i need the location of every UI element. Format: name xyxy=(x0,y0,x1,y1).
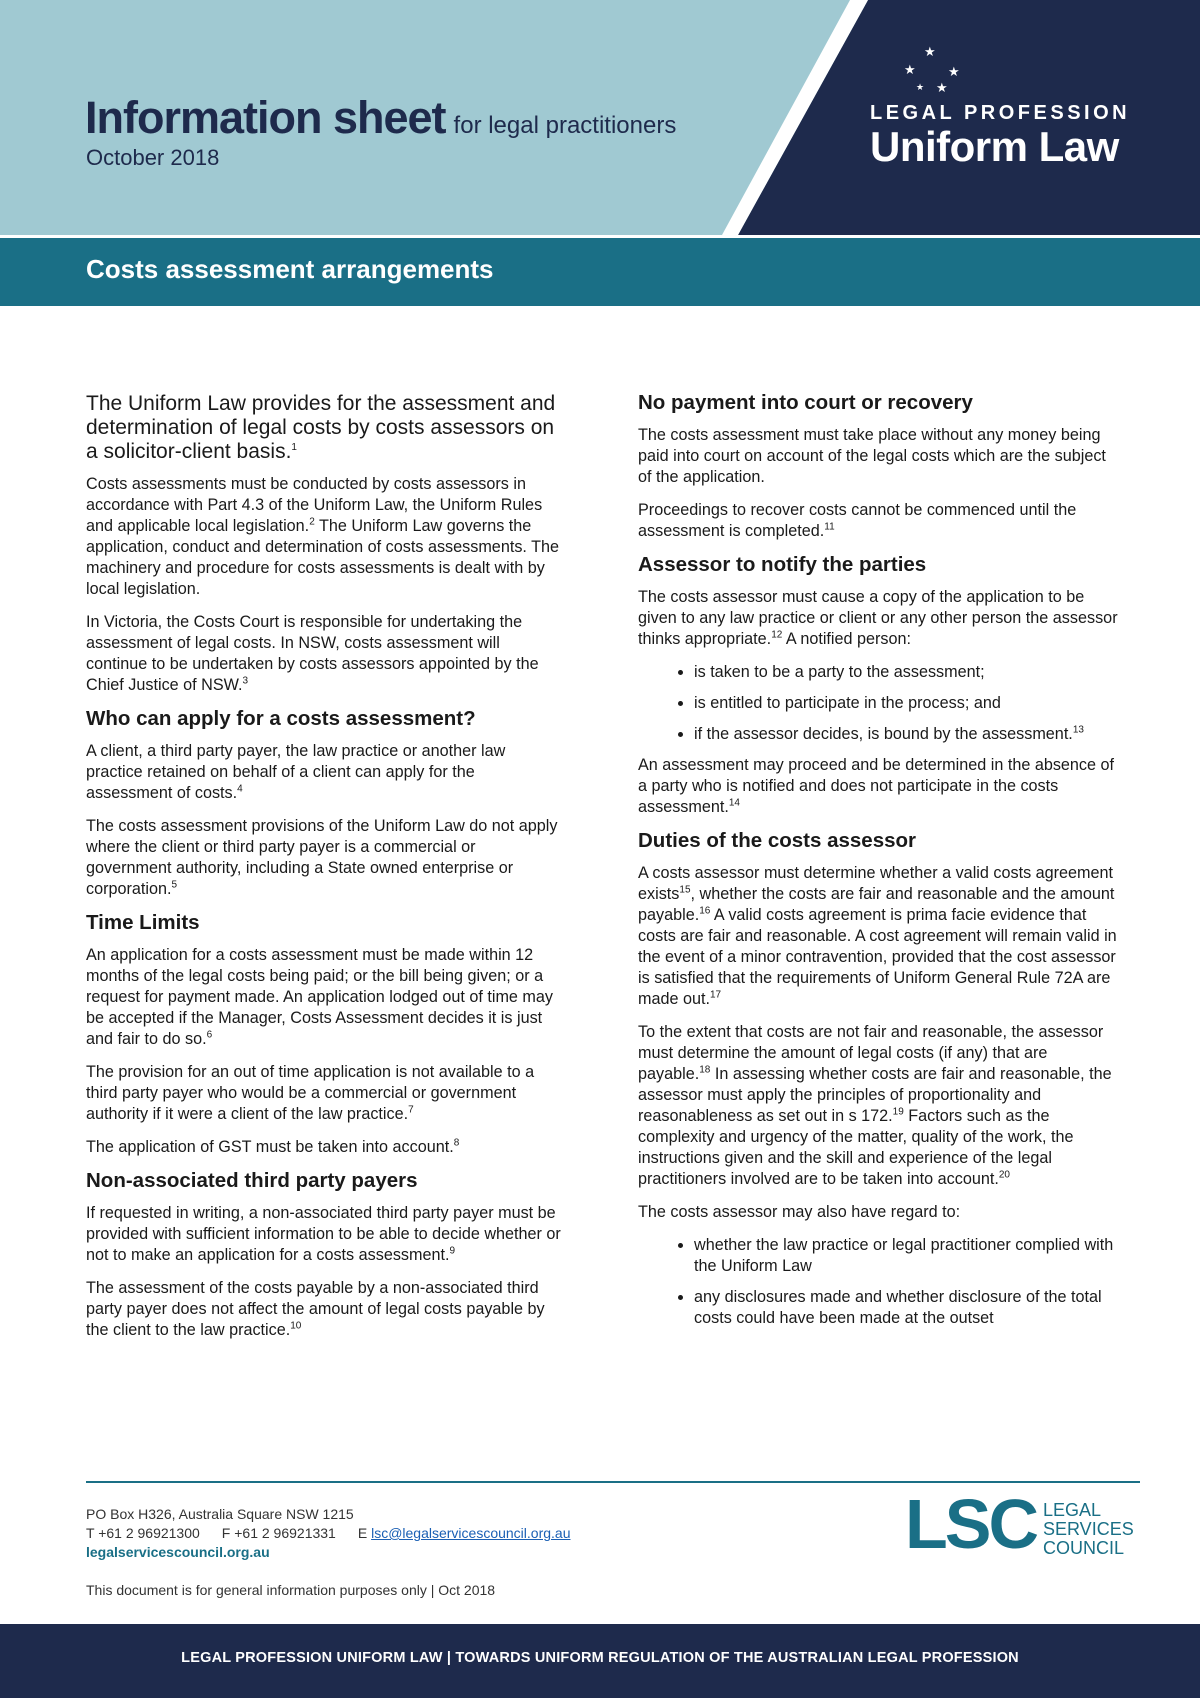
brand-line2: Uniform Law xyxy=(870,123,1119,170)
bottom-bar-text: LEGAL PROFESSION UNIFORM LAW | TOWARDS UNIFORM REGULATION OF THE AUSTRALIAN LEGAL PROFESSION xyxy=(181,1650,1019,1666)
lsc-logo-words: LEGAL SERVICES COUNCIL xyxy=(1043,1500,1134,1558)
footer-email-link[interactable]: lsc@legalservicescouncil.org.au xyxy=(371,1525,571,1541)
heading-non-associated: Non-associated third party payers xyxy=(86,1169,418,1192)
header xyxy=(0,0,1200,235)
paragraph: To the extent that costs are not fair and reasonable, the assessor must determine the amount of legal costs (if any) that are payable.$^{18}$ In assessing whether costs are fair and reasonable, the assessor must apply the principles of proportionality and reasonableness as set out in s 172.19 Factors such as the complexity and urgency of the matter, quality of the work, the instructions given and the skill and experience of the legal practitioners involved are to be taken into account.$^{20}$ xyxy=(638,1023,1112,1188)
banner-title: Costs assessment arrangements xyxy=(86,254,494,284)
left-column xyxy=(86,392,564,1353)
list-item: • is taken to be a party to the assessment; xyxy=(694,662,1118,683)
paragraph: The provision for an out of time application is not available to a third party payer who would be a commercial or government authority if it were a client of the law practice.$^7$ xyxy=(86,1063,535,1123)
paragraph: Costs assessments must be conducted by costs assessors in accordance with Part 4.3 of the Uniform Law, the Uniform Rules and applicable local legislation.$^2$ The Uniform Law governs the application, conduct and determination of costs assessments. The machinery and procedure for costs assessments is dealt with by local legislation. xyxy=(86,475,560,598)
footer-phone: T +61 2 96921300 xyxy=(86,1525,200,1541)
list-item: • is entitled to participate in the process; and xyxy=(694,693,1118,714)
brand-line1: LEGAL PROFESSION xyxy=(870,102,1131,124)
lsc-logo xyxy=(905,1485,1145,1565)
title-main: Information sheet xyxy=(85,92,446,143)
brand-logo xyxy=(870,45,1170,171)
heading-who-can-apply: Who can apply for a costs assessment? xyxy=(86,707,476,730)
paragraph: The costs assessor must cause a copy of the application to be given to any law practice or client or any other person the assessor thinks appropriate.$^{12}$ A notified person: xyxy=(638,588,1118,648)
title-subtitle: for legal practitioners xyxy=(453,112,677,139)
footer-phones xyxy=(86,1524,571,1543)
paragraph: A client, a third party payer, the law practice or another law practice retained on behalf of a client can apply for the assessment of costs.$^4$ xyxy=(86,742,506,802)
footer-disclaimer: This document is for general information purposes only | Oct 2018 xyxy=(86,1582,496,1598)
right-column xyxy=(638,392,1118,1339)
paragraph: If requested in writing, a non-associated third party payer must be provided with sufficient information to be able to decide whether or not to make an application for a costs assessment.$^9$ xyxy=(86,1204,561,1264)
paragraph: The costs assessment provisions of the Uniform Law do not apply where the client or third party payer is a commercial or government authority, including a State owned enterprise or corporation.$^5$ xyxy=(86,817,558,898)
issue-date: October 2018 xyxy=(86,145,220,170)
paragraph: An assessment may proceed and be determined in the absence of a party who is notified and does not participate in the costs assessment.$^{14}$ xyxy=(638,756,1115,816)
lead-paragraph: The Uniform Law provides for the assessment and determination of legal costs by costs assessors on a solicitor-client basis.$^1$ xyxy=(86,392,556,463)
list-item: • any disclosures made and whether disclosure of the total costs could have been made at the outset xyxy=(694,1287,1118,1329)
paragraph: The costs assessor may also have regard to: xyxy=(638,1203,961,1221)
section-banner xyxy=(0,238,1200,306)
paragraph: The assessment of the costs payable by a non-associated third party payer does not affect the amount of legal costs payable by the client to the law practice.$^{10}$ xyxy=(86,1279,545,1339)
footer-divider xyxy=(86,1481,1140,1483)
list-item: • if the assessor decides, is bound by the assessment.$^{13}$ xyxy=(694,724,1118,745)
paragraph: Proceedings to recover costs cannot be commenced until the assessment is completed.$^{11}$ xyxy=(638,501,1077,540)
bottom-bar xyxy=(0,1624,1200,1698)
paragraph: The costs assessment must take place without any money being paid into court on account of the legal costs which are the subject of the application. xyxy=(638,426,1106,486)
footer-fax: F +61 2 96921331 xyxy=(221,1525,336,1541)
list-item: • whether the law practice or legal practitioner complied with the Uniform Law xyxy=(694,1235,1118,1277)
stars-icon: ★ ★ ★ ★ ★ xyxy=(904,44,960,95)
regard-list xyxy=(638,1235,1118,1329)
heading-time-limits: Time Limits xyxy=(86,911,200,934)
heading-assessor-notify: Assessor to notify the parties xyxy=(638,553,927,576)
heading-duties: Duties of the costs assessor xyxy=(638,829,916,852)
footer-website-link[interactable]: legalservicescouncil.org.au xyxy=(86,1544,270,1560)
footer-email-label: E xyxy=(357,1525,368,1541)
notified-person-list xyxy=(638,662,1118,745)
heading-no-payment: No payment into court or recovery xyxy=(638,391,973,414)
paragraph: A costs assessor must determine whether a valid costs agreement exists$^{15}$, whether the costs are fair and reasonable and the amount payable.$^{16}$ A valid costs agreement is prima facie evidence that costs are fair and reasonable. A cost agreement will remain valid in the event of a minor contravention, provided that the cost assessor is satisfied that the requirements of Uniform General Rule 72A are made out.$^{17}$ xyxy=(638,864,1117,1008)
page-title xyxy=(85,92,676,144)
paragraph: The application of GST must be taken into account.$^8$ xyxy=(86,1137,460,1156)
footer-contact xyxy=(86,1505,571,1562)
paragraph: In Victoria, the Costs Court is responsible for undertaking the assessment of legal costs. In NSW, costs assessment will continue to be undertaken by costs assessors appointed by the Chief Justice of NSW.$^3$ xyxy=(86,613,539,694)
paragraph: An application for a costs assessment must be made within 12 months of the legal costs being paid; or the bill being given; or a request for payment made. An application lodged out of time may be accepted if the Manager, Costs Assessment decides it is just and fair to do so.$^6$ xyxy=(86,946,554,1048)
footer-address: PO Box H326, Australia Square NSW 1215 xyxy=(86,1506,354,1522)
lsc-logo-mark: LSC xyxy=(905,1485,1036,1563)
